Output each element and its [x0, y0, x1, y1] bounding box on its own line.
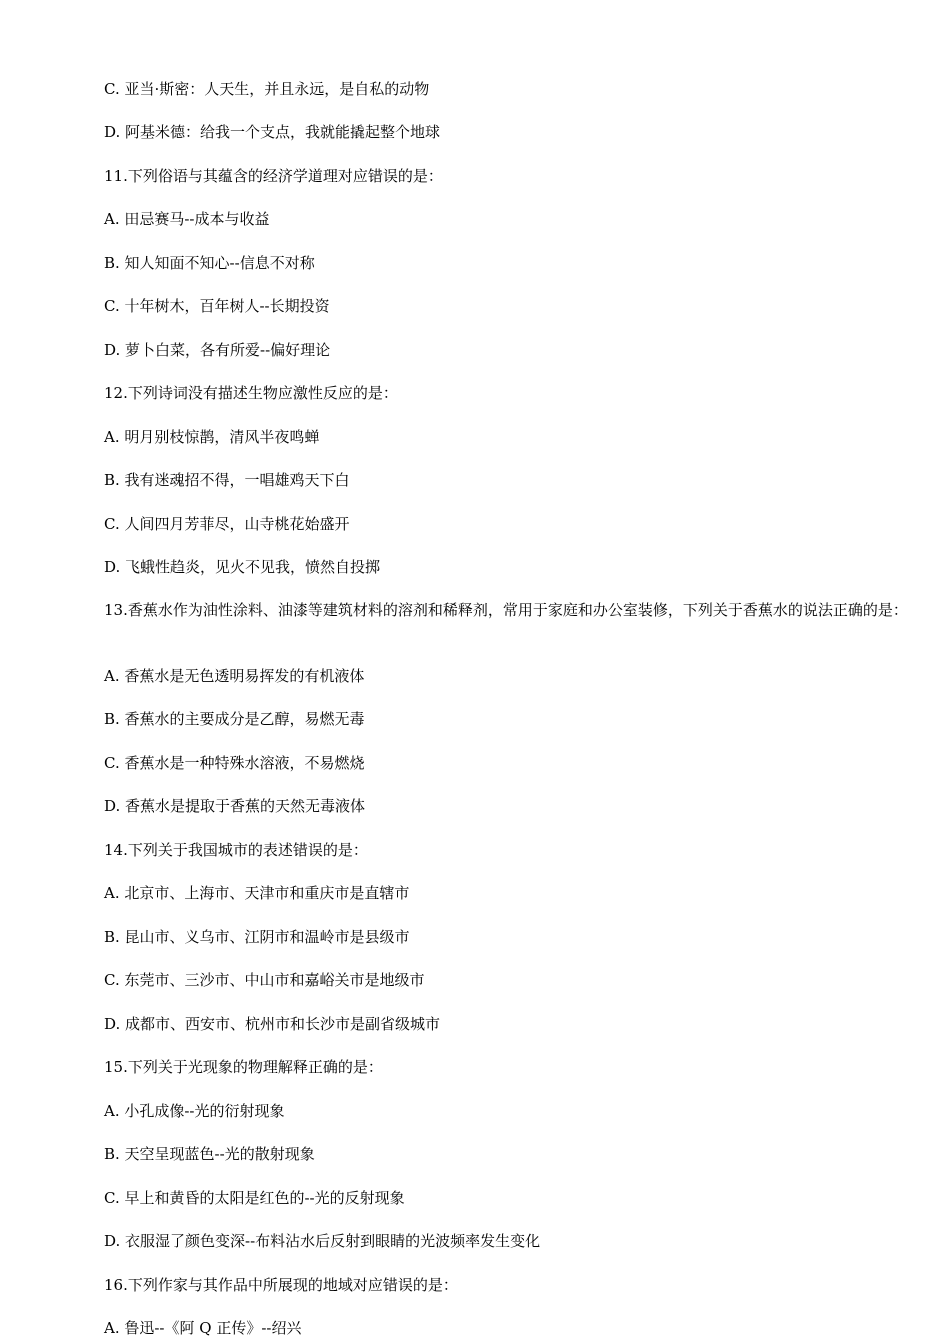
option-a-14: A. 北京市、上海市、天津市和重庆市是直辖市 [104, 884, 410, 902]
option-d-13: D. 香蕉水是提取于香蕉的天然无毒液体 [104, 797, 366, 815]
question-14: 14.下列关于我国城市的表述错误的是： [104, 841, 368, 859]
option-d-14: D. 成都市、西安市、杭州市和长沙市是副省级城市 [104, 1015, 441, 1033]
question-11: 11.下列俗语与其蕴含的经济学道理对应错误的是： [104, 167, 443, 185]
option-c-14: C. 东莞市、三沙市、中山市和嘉峪关市是地级市 [104, 971, 425, 989]
option-a-11: A. 田忌赛马--成本与收益 [104, 210, 270, 228]
option-a-16: A. 鲁迅--《阿 Q 正传》--绍兴 [104, 1319, 302, 1337]
option-d-15: D. 衣服湿了颜色变深--布料沾水后反射到眼睛的光波频率发生变化 [104, 1232, 541, 1250]
option-a-12: A. 明月别枝惊鹊，清风半夜鸣蝉 [104, 428, 320, 446]
option-c-11: C. 十年树木，百年树人--长期投资 [104, 297, 330, 315]
option-c-10: C. 亚当·斯密：人天生，并且永远，是自私的动物 [104, 80, 430, 98]
question-16: 16.下列作家与其作品中所展现的地域对应错误的是： [104, 1276, 458, 1294]
option-d-11: D. 萝卜白菜，各有所爱--偏好理论 [104, 341, 331, 359]
option-a-13: A. 香蕉水是无色透明易挥发的有机液体 [104, 667, 365, 685]
option-c-15: C. 早上和黄昏的太阳是红色的--光的反射现象 [104, 1189, 405, 1207]
option-b-12: B. 我有迷魂招不得，一唱雄鸡天下白 [104, 471, 350, 489]
option-d-12: D. 飞蛾性趋炎，见火不见我，愤然自投掷 [104, 558, 381, 576]
option-b-14: B. 昆山市、义乌市、江阴市和温岭市是县级市 [104, 928, 410, 946]
option-b-11: B. 知人知面不知心--信息不对称 [104, 254, 315, 272]
option-a-15: A. 小孔成像--光的衍射现象 [104, 1102, 285, 1120]
option-c-12: C. 人间四月芳菲尽，山寺桃花始盛开 [104, 515, 350, 533]
option-b-13: B. 香蕉水的主要成分是乙醇，易燃无毒 [104, 710, 365, 728]
question-13: 13.香蕉水作为油性涂料、油漆等建筑材料的溶剂和稀释剂，常用于家庭和办公室装修，下列关于香蕉水的说法正确的是： [104, 601, 908, 619]
option-c-13: C. 香蕉水是一种特殊水溶液，不易燃烧 [104, 754, 365, 772]
question-15: 15.下列关于光现象的物理解释正确的是： [104, 1058, 383, 1076]
option-d-10: D. 阿基米德：给我一个支点，我就能撬起整个地球 [104, 123, 441, 141]
question-12: 12.下列诗词没有描述生物应激性反应的是： [104, 384, 398, 402]
option-b-15: B. 天空呈现蓝色--光的散射现象 [104, 1145, 315, 1163]
